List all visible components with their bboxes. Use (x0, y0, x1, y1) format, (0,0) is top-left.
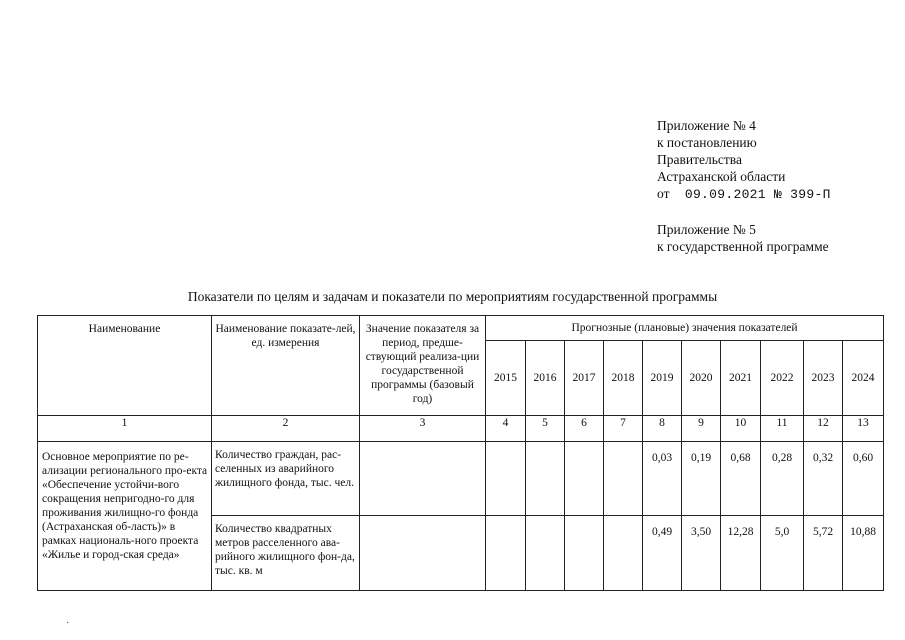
header-name: Наименование (38, 316, 212, 416)
appendix-4-line3: Правительства (657, 152, 742, 167)
value-cell: 0,49 (643, 516, 682, 591)
value-cell (486, 442, 526, 516)
indicator-cell: Количество граждан, рас-селенных из аварийного жилищного фонда, тыс. чел. (212, 442, 360, 516)
year-header: 2016 (526, 341, 565, 416)
column-number: 12 (804, 416, 843, 442)
value-cell (604, 442, 643, 516)
date-prefix: от (657, 186, 670, 201)
document-title: Показатели по целям и задачам и показатели по мероприятиям государственной программы (187, 289, 718, 304)
value-cell (604, 516, 643, 591)
appendix-4-block (657, 117, 831, 203)
value-cell: 0,03 (643, 442, 682, 516)
scan-speck: · (66, 618, 70, 629)
appendix-4-date-row (657, 185, 831, 203)
value-cell (526, 442, 565, 516)
appendix-5-title: Приложение № 5 (657, 222, 756, 237)
value-cell (565, 442, 604, 516)
column-number: 8 (643, 416, 682, 442)
header-row-1 (38, 316, 884, 341)
value-cell (565, 516, 604, 591)
column-number: 9 (682, 416, 721, 442)
base-value-cell (360, 442, 486, 516)
value-cell: 0,68 (721, 442, 761, 516)
value-cell: 5,72 (804, 516, 843, 591)
column-number: 3 (360, 416, 486, 442)
column-number: 7 (604, 416, 643, 442)
date-value: 09.09.2021 № 399-П (684, 187, 831, 202)
indicators-table (37, 315, 884, 591)
year-header: 2022 (761, 341, 804, 416)
value-cell: 12,28 (721, 516, 761, 591)
year-header: 2020 (682, 341, 721, 416)
year-header: 2021 (721, 341, 761, 416)
column-number: 1 (38, 416, 212, 442)
value-cell (526, 516, 565, 591)
value-cell: 10,88 (843, 516, 884, 591)
header-forecast: Прогнозные (плановые) значения показателей (486, 316, 884, 341)
appendix-5-block (657, 221, 829, 255)
value-cell: 0,19 (682, 442, 721, 516)
base-value-cell (360, 516, 486, 591)
value-cell (486, 516, 526, 591)
column-number: 11 (761, 416, 804, 442)
year-header: 2019 (643, 341, 682, 416)
table-row (38, 442, 884, 516)
appendix-4-line2: к постановлению (657, 135, 757, 150)
header-indicator: Наименование показате-лей, ед. измерения (212, 316, 360, 416)
year-header: 2017 (565, 341, 604, 416)
year-header: 2015 (486, 341, 526, 416)
indicator-cell: Количество квадратных метров расселенного ава-рийного жилищного фон-да, тыс. кв. м (212, 516, 360, 591)
year-header: 2023 (804, 341, 843, 416)
value-cell: 0,28 (761, 442, 804, 516)
value-cell: 0,60 (843, 442, 884, 516)
column-number: 2 (212, 416, 360, 442)
appendix-4-line4: Астраханской области (657, 169, 786, 184)
column-number: 5 (526, 416, 565, 442)
value-cell: 3,50 (682, 516, 721, 591)
year-header: 2024 (843, 341, 884, 416)
column-number: 10 (721, 416, 761, 442)
measure-name-cell: Основное мероприятие по ре-ализации регионального про-екта «Обеспечение устойчи-вого сокращения непригодно-го для проживания жилищно-го фонда (Астраханская об-ласть)» в рамках националь-ного проекта «Жилье и город-ская среда» (38, 442, 212, 591)
column-number: 4 (486, 416, 526, 442)
header-base-value: Значение показателя за период, предше-ствующий реализа-ции государственной программы (базовый год) (360, 316, 486, 416)
year-header: 2018 (604, 341, 643, 416)
appendix-4-title: Приложение № 4 (657, 118, 756, 133)
appendix-5-line2: к государственной программе (657, 239, 829, 254)
value-cell: 0,32 (804, 442, 843, 516)
column-number: 6 (565, 416, 604, 442)
column-number-row (38, 416, 884, 442)
column-number: 13 (843, 416, 884, 442)
value-cell: 5,0 (761, 516, 804, 591)
